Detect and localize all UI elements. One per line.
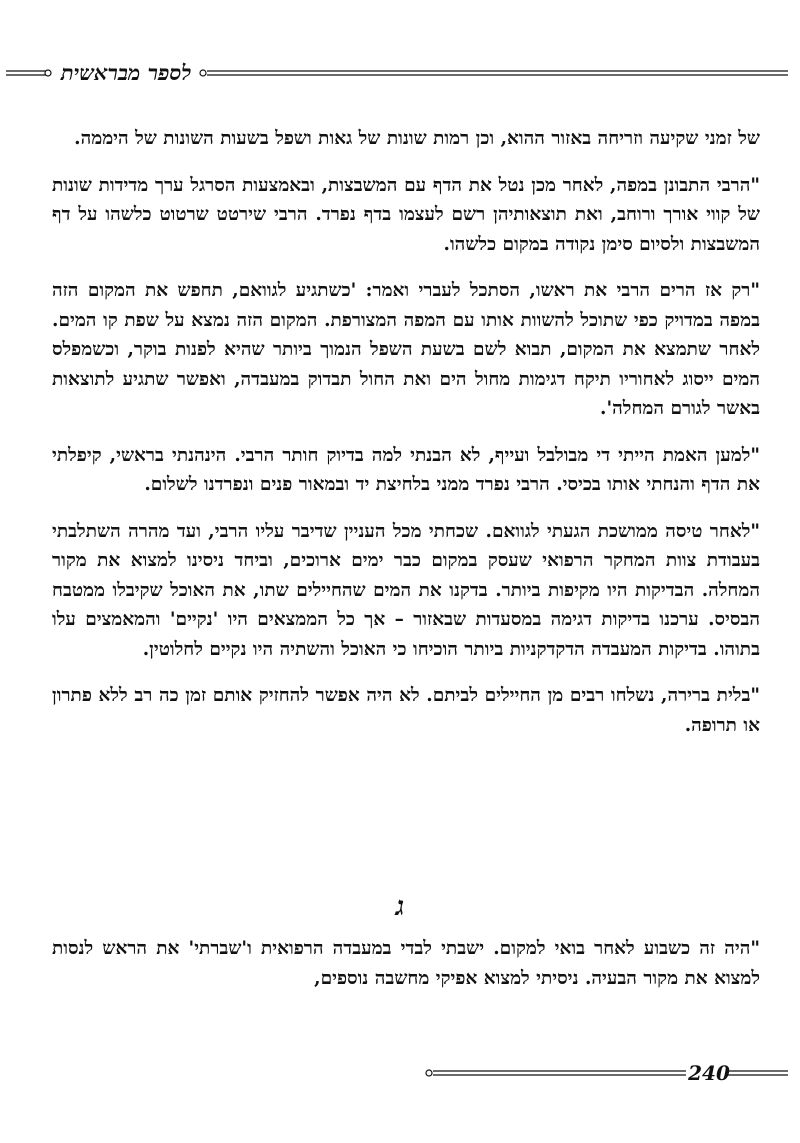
paragraph: "בלית ברירה, נשלחו רבים מן החיילים לביתם. לא היה אפשר להחזיק אותם זמן כה רב ללא פתרון או תרופה. <box>52 685 760 736</box>
page-header <box>0 58 800 88</box>
paragraph: "הרבי התבונן במפה, לאחר מכן נטל את הדף עם המשבצות, ובאמצעות הסרגל ערך מדידות שונות של קווי אורך ורוחב, ואת תוצאותיהן רשם לעצמו בדף נפרד. הרבי שירטט שרטוט כלשהו על דף המשבצות ולסיום סימן נקודה במקום כלשהו. <box>52 174 760 255</box>
paragraph: "לאחר טיסה ממושכת הגעתי לגוואם. שכחתי מכל העניין שדיבר עליו הרבי, ועד מהרה השתלבתי בעבודת צוות המחקר הרפואי שעסק במקום כבר ימים ארוכים, וביחד ניסינו למצוא את מקור המחלה. הבדיקות היו מקיפות ביותר. בדקנו את המים שהחיילים שתו, את האוכל שקיבלו ממטבח הבסיס. ערכנו בדיקות דגימה במסעדות שבאזור – אך כל הממצאים היו 'נקיים' והמאמצים עלו בתוהו. בדיקות המעבדה הדקדקניות ביותר הוכיחו כי האוכל והשתיה היו נקיים לחלוטין. <box>52 520 760 660</box>
section-marker: ג <box>395 892 405 922</box>
paragraph: "למען האמת הייתי די מבולבל ועייף, לא הבנתי למה בדיוק חותר הרבי. הינהנתי בראשי, קיפלתי את הדף והנחתי אותו בכיסי. הרבי נפרד ממני בלחיצת יד ובמאור פנים ונפרדנו לשלום. <box>52 444 760 495</box>
main-text <box>52 124 760 757</box>
header-ornament-rule-right <box>198 67 788 79</box>
page-number: 240 <box>688 1061 730 1085</box>
footer-ornament-rule-right <box>728 1067 788 1079</box>
paragraph: של זמני שקיעה וזריחה באזור ההוא, וכן רמות שונות של גאות ושפל בשעות השונות של היממה. <box>74 128 760 149</box>
page-footer <box>0 1058 800 1088</box>
paragraph: "היה זה כשבוע לאחר בואי למקום. ישבתי לבדי במעבדה הרפואית ו'שברתי' את הראש לנסות למצוא את מקור הבעיה. ניסיתי למצוא אפיקי מחשבה נוספים, <box>52 938 760 989</box>
footer-ornament-rule <box>424 1067 686 1079</box>
section-text <box>52 934 760 1010</box>
header-ornament-rule-left <box>6 67 52 79</box>
paragraph: "רק אז הרים הרבי את ראשו, הסתכל לעברי ואמר: 'כשתגיע לגוואם, תחפש את המקום הזה במפה במדויק כפי שתוכל להשוות אותו עם המפה המצורפת. המקום הזה נמצא על שפת קו המים. לאחר שתמצא את המקום, תבוא לשם בשעת השפל הנמוך ביותר שהיא לפנות בוקר, וכשמפלס המים ייסוג לאחוריו תיקח דגימות מחול הים ואת החול תבדוק במעבדה, ואפשר שתגיע לתוצאות באשר לגורם המחלה'. <box>52 280 760 419</box>
running-title: לספר מבראשית <box>60 60 192 85</box>
